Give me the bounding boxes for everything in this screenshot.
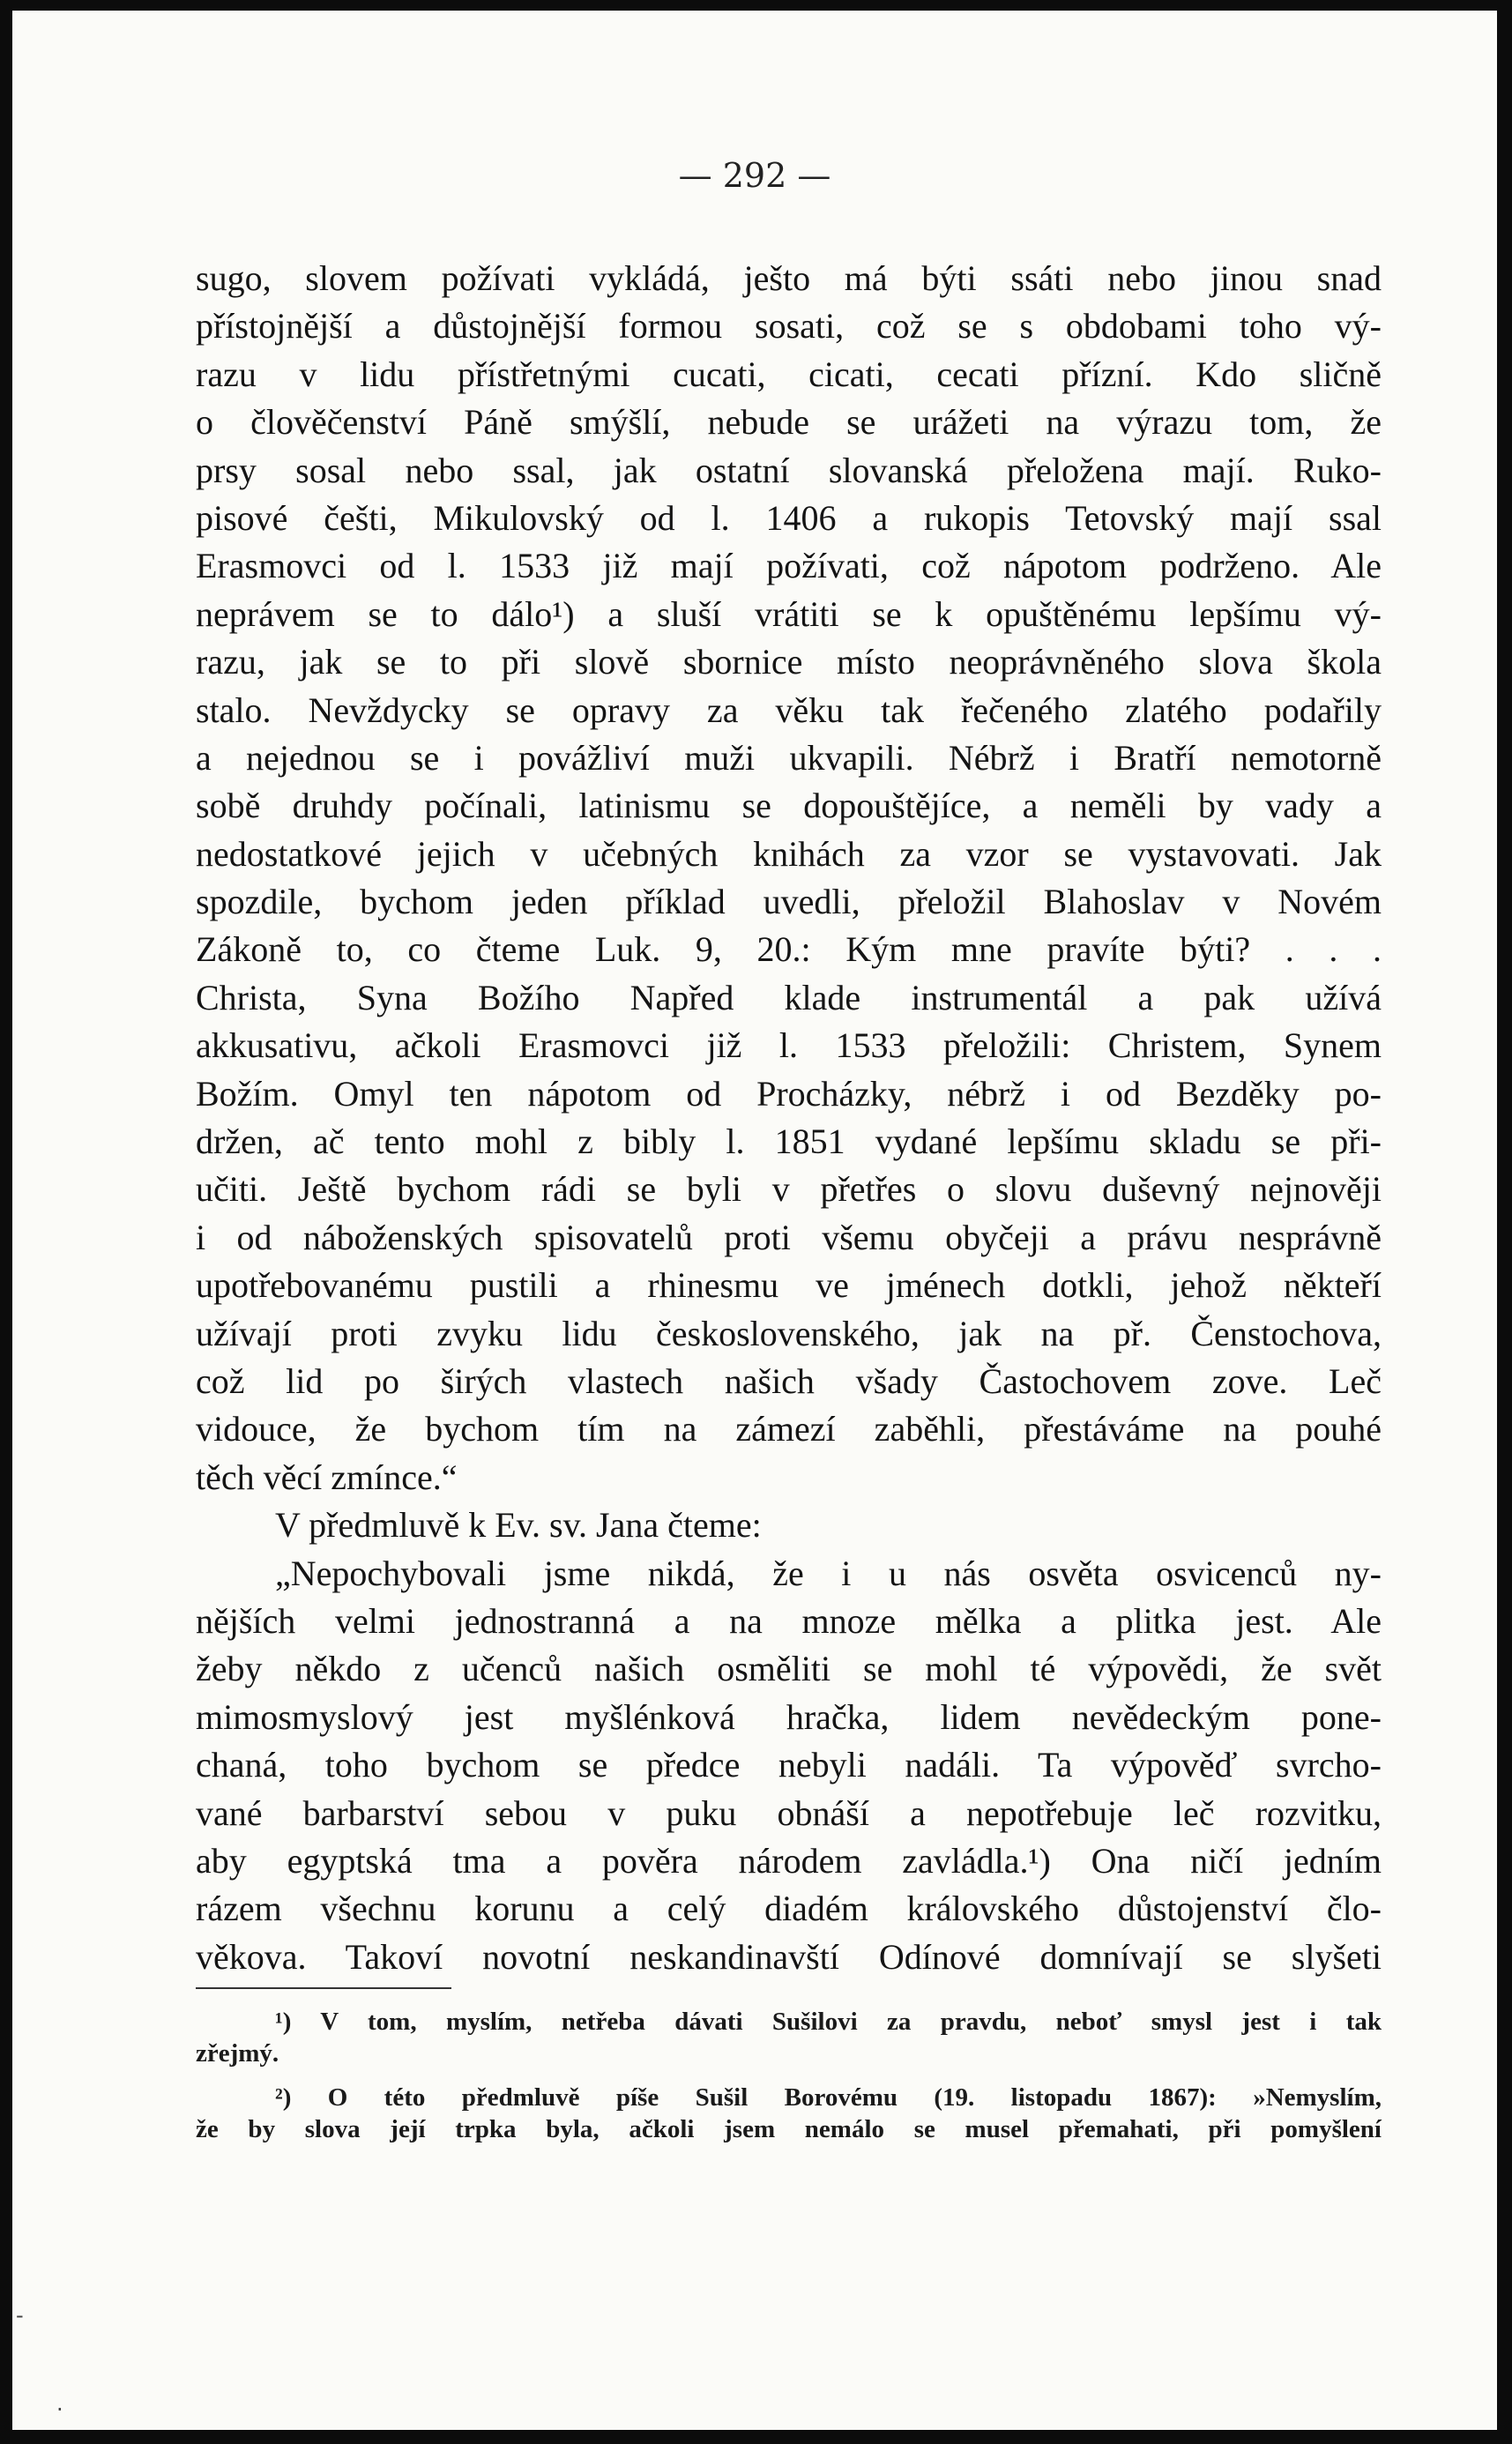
text-line: V předmluvě k Ev. sv. Jana čteme: — [275, 1505, 762, 1546]
text-line: Božím. Omyl ten nápotom od Procházky, nébrž i od Bezděky po- — [196, 1073, 1382, 1114]
footnote-line: ²) O této předmluvě píše Sušil Borovému (19. listopadu 1867): »Nemyslím, — [275, 2083, 1382, 2112]
text-line: sobě druhdy počínali, latinismu se dopouštějíce, a neměli by vady a — [196, 786, 1382, 826]
text-line: aby egyptská tma a pověra národem zavládla.¹) Ona ničí jedním — [196, 1840, 1382, 1881]
body-text — [196, 255, 1382, 1981]
text-line: učiti. Ještě bychom rádi se byli v přetřes o slovu duševný nejnověji — [196, 1169, 1382, 1210]
text-line: stalo. Nevždycky se opravy za věku tak řečeného zlatého podařily — [196, 689, 1382, 730]
text-line: i od náboženských spisovatelů proti všemu obyčeji a právu nesprávně — [196, 1217, 1382, 1257]
text-line: vidouce, že bychom tím na zámezí zaběhli, přestáváme na pouhé — [196, 1409, 1382, 1449]
text-line: neprávem se to dálo¹) a sluší vrátiti se k opuštěnému lepšímu vý- — [196, 593, 1382, 634]
footnote-divider — [196, 1987, 451, 1989]
text-line: mimosmyslový jest myšlénková hračka, lidem nevědeckým pone- — [196, 1696, 1382, 1737]
text-line: razu, jak se to při slově sbornice místo neoprávněného slova škola — [196, 642, 1382, 682]
text-line: žeby někdo z učenců našich osměliti se mohl té výpovědi, že svět — [196, 1649, 1382, 1689]
text-line: což lid po širých vlastech našich všady Častochovem zove. Leč — [196, 1360, 1382, 1401]
text-line: prsy sosal nebo ssal, jak ostatní slovanská přeložena mají. Ruko- — [196, 450, 1382, 490]
footnote-line: že by slova její trpka byla, ačkoli jsem nemálo se musel přemahati, při pomyšlení — [196, 2115, 1382, 2143]
text-line: rázem všechnu korunu a celý diadém královského důstojenství člo- — [196, 1889, 1382, 1929]
text-line: „Nepochybovali jsme nikdá, že i u nás osvěta osvicenců ny- — [275, 1553, 1382, 1593]
text-line: nějších velmi jednostranná a na mnoze mělka a plitka jest. Ale — [196, 1600, 1382, 1641]
text-line: sugo, slovem požívati vykládá, ješto má býti ssáti nebo jinou snad — [196, 258, 1382, 298]
text-line: vané barbarství sebou v puku obnáší a nepotřebuje leč rozvitku, — [196, 1792, 1382, 1833]
scan-speck: - — [16, 2303, 24, 2328]
footnotes — [196, 2006, 1382, 2145]
text-line: Christa, Syna Božího Napřed klade instrumentál a pak užívá — [196, 977, 1382, 1017]
footnote-line: ¹) V tom, myslím, netřeba dávati Sušilovi za pravdu, neboť smysl jest i tak — [275, 2008, 1382, 2036]
scan-speck: . — [56, 2391, 63, 2416]
text-line: a nejednou se i povážliví muži ukvapili. Nébrž i Bratří nemotorně — [196, 737, 1382, 778]
text-line: držen, ač tento mohl z bibly l. 1851 vydané lepšímu skladu se při- — [196, 1121, 1382, 1162]
text-line: věkova. Takoví novotní neskandinavští Odínové domnívají se slyšeti — [196, 1936, 1382, 1977]
text-line: spozdile, bychom jeden příklad uvedli, přeložil Blahoslav v Novém — [196, 882, 1382, 922]
text-line: užívají proti zvyku lidu československého, jak na př. Čenstochova, — [196, 1313, 1382, 1353]
text-line: těch věcí zmínce.“ — [196, 1457, 458, 1497]
text-line: pisové češti, Mikulovský od l. 1406 a rukopis Tetovský mají ssal — [196, 497, 1382, 538]
text-line: chaná, toho bychom se předce nebyli nadáli. Ta výpověď svrcho- — [196, 1745, 1382, 1785]
text-line: přístojnější a důstojnější formou sosati, což se s obdobami toho vý- — [196, 306, 1382, 346]
footnote-line: zřejmý. — [196, 2039, 279, 2068]
text-line: o člověčenství Páně smýšlí, nebude se urážeti na výrazu tom, že — [196, 402, 1382, 443]
text-line: razu v lidu přístřetnými cucati, cicati, cecati přízní. Kdo sličně — [196, 354, 1382, 394]
page-number: — 292 — — [678, 156, 831, 195]
text-line: nedostatkové jejich v učebných knihách za vzor se vystavovati. Jak — [196, 833, 1382, 874]
text-line: akkusativu, ačkoli Erasmovci již l. 1533 přeložili: Christem, Synem — [196, 1025, 1382, 1066]
book-page — [12, 11, 1497, 2430]
text-line: Zákoně to, co čteme Luk. 9, 20.: Kým mne pravíte býti? . . . — [196, 929, 1382, 970]
text-line: upotřebovanému pustili a rhinesmu ve jménech dotkli, jehož někteří — [196, 1265, 1382, 1306]
text-line: Erasmovci od l. 1533 již mají požívati, což nápotom podrženo. Ale — [196, 546, 1382, 586]
